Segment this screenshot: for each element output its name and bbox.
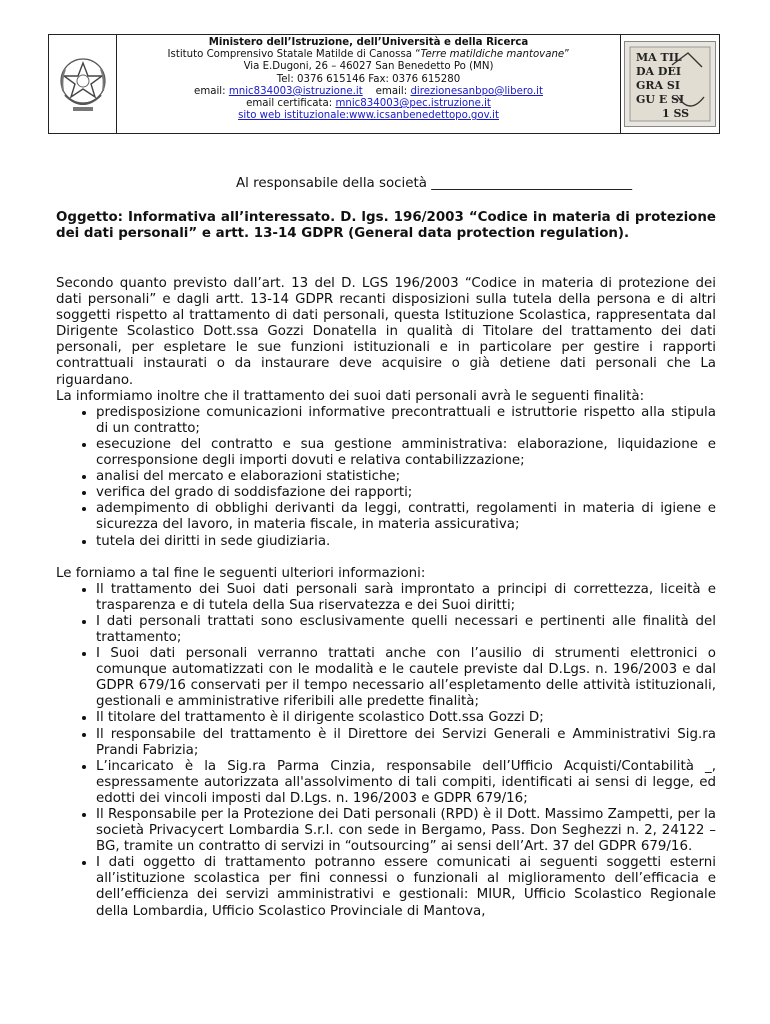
list-item: • verifica del grado di soddisfazione dei rapporti;: [96, 485, 716, 501]
purposes-list: [56, 405, 716, 550]
pec-link[interactable]: mnic834003@pec.istruzione.it: [335, 98, 491, 110]
email-link-libero[interactable]: direzionesanbpo@libero.it: [410, 85, 543, 97]
ministry-name: Ministero dell’Istruzione, dell’Università e della Ricerca: [208, 37, 529, 48]
svg-text:GRA SI: GRA SI: [636, 79, 680, 92]
recipient-line: Al responsabile della società ______________________________: [236, 176, 633, 191]
school-name: Istituto Comprensivo Statale Matilde di Canossa “Terre matildiche mantovane”: [167, 49, 570, 61]
document-body: [56, 276, 716, 920]
svg-text:DA DEI: DA DEI: [636, 65, 681, 78]
list-item: • I dati personali trattati sono esclusivamente quelli necessari e pertinenti alle finalità del trattamento;: [96, 614, 716, 646]
list-item: • L’incaricato è la Sig.ra Parma Cinzia, responsabile dell’Ufficio Acquisti/Contabilità _, espressamente autorizzata all'assolvimento di tali compiti, identificati ai sensi di legge, ed edotti dei vincoli imposti dal D.Lgs. n. 196/2003 e GDPR 679/16;: [96, 759, 716, 807]
letterhead-text: [117, 35, 621, 133]
list-item: • I Suoi dati personali verranno trattati anche con l’ausilio di strumenti elettronici o comunque automatizzati con le modalità e le cautele previste dal D.Lgs. n. 196/2003 e dal GDPR 679/16 conservati per il tempo necessario all’espletamento delle attività istituzionali, gestionali e amministrative riferibili alle predette finalità;: [96, 646, 716, 710]
list-item: • Il responsabile del trattamento è il Direttore dei Servizi Generali e Amministrativi Sig.ra Prandi Fabrizia;: [96, 727, 716, 759]
email-link-istruzione[interactable]: mnic834003@istruzione.it: [228, 85, 363, 97]
list-item: • Il trattamento dei Suoi dati personali sarà improntato a principi di correttezza, liceità e trasparenza e di tutela della Sua riservatezza e dei Suoi diritti;: [96, 582, 716, 614]
subject-heading: Oggetto: Informativa all’interessato. D. lgs. 196/2003 “Codice in materia di protezione dei dati personali” e artt. 13-14 GDPR (General data protection regulation).: [56, 210, 716, 242]
intro-paragraph: Secondo quanto previsto dall’art. 13 del D. LGS 196/2003 “Codice in materia di protezione dei dati personali” e dagli artt. 13-14 GDPR recanti disposizioni sulla tutela della persona e di altri soggetti rispetto al trattamento di dati personali, questa Istituzione Scolastica, rappresentata dal Dirigente Scolastico Dott.ssa Gozzi Donatella in qualità di Titolare del trattamento dei dati personali, per espletare le sue funzioni istituzionali e in particolare per gestire i rapporti contrattuali instaurati o da instaurare deve acquisire o già detiene dati personali che La riguardano.: [56, 276, 716, 388]
info-list: [56, 582, 716, 920]
list-item: • analisi del mercato e elaborazioni statistiche;: [96, 469, 716, 485]
list-item: • adempimento di obblighi derivanti da leggi, contratti, regolamenti in materia di igiene e sicurezza del lavoro, in materia fiscale, in materia assicurativa;: [96, 501, 716, 533]
school-emails: email: mnic834003@istruzione.it email: direzionesanbpo@libero.it: [194, 85, 543, 97]
logo-cell: [621, 35, 719, 133]
school-logo: [624, 41, 716, 127]
svg-text:GU E SI: GU E SI: [636, 93, 685, 106]
info-intro: Le forniamo a tal fine le seguenti ulteriori informazioni:: [56, 565, 426, 581]
italian-republic-emblem-icon: [55, 51, 111, 117]
svg-text:1 SS: 1 SS: [662, 107, 690, 120]
website-link[interactable]: sito web istituzionale:www.icsanbenedettopo.gov.it: [238, 110, 499, 122]
purpose-intro: La informiamo inoltre che il trattamento dei suoi dati personali avrà le seguenti finalità:: [56, 388, 645, 404]
letterhead-table: [48, 34, 720, 134]
matilde-logo-icon: [628, 45, 712, 123]
emblem-cell: [49, 35, 117, 133]
list-item: • I dati oggetto di trattamento potranno essere comunicati ai seguenti soggetti esterni all’istituzione scolastica per fini connessi o funzionali al miglioramento dell’efficacia e dell’efficienza dei servizi amministrativi e gestionali: MIUR, Ufficio Scolastico Regionale della Lombardia, Ufficio Scolastico Provinciale di Mantova,: [96, 855, 716, 919]
list-item: • tutela dei diritti in sede giudiziaria.: [96, 534, 716, 550]
list-item: • predisposizione comunicazioni informative precontrattuali e istruttorie rispetto alla stipula di un contratto;: [96, 405, 716, 437]
list-item: • Il Responsabile per la Protezione dei Dati personali (RPD) è il Dott. Massimo Zampetti, per la società Privacycert Lombardia S.r.l. con sede in Bergamo, Pass. Don Seghezzi n. 2, 24122 – BG, tramite un contratto di servizi in “outsourcing” ai sensi dell’Art. 37 del GDPR 679/16.: [96, 807, 716, 855]
list-item: • Il titolare del trattamento è il dirigente scolastico Dott.ssa Gozzi D;: [96, 710, 716, 726]
school-phone: Tel: 0376 615146 Fax: 0376 615280: [276, 73, 461, 85]
svg-text:MA TIL: MA TIL: [636, 51, 682, 64]
school-address: Via E.Dugoni, 26 – 46027 San Benedetto Po (MN): [243, 61, 494, 73]
school-pec: email certificata: mnic834003@pec.istruzione.it: [246, 98, 491, 110]
list-item: • esecuzione del contratto e sua gestione amministrativa: elaborazione, liquidazione e corresponsione degli importi dovuti e relativa contabilizzazione;: [96, 437, 716, 469]
